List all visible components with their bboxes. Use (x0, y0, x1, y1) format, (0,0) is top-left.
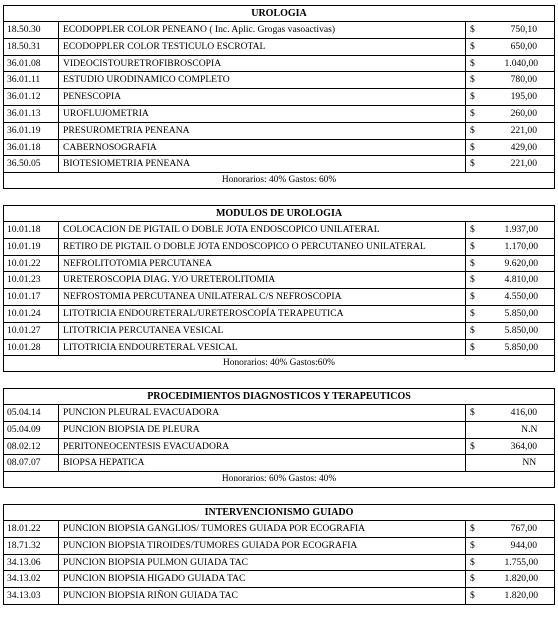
currency-symbol: $ (466, 322, 501, 339)
procedure-code: 08.07.07 (4, 455, 59, 472)
procedure-code: 10.01.24 (4, 305, 59, 322)
table-row (4, 289, 555, 306)
table-row (4, 38, 555, 55)
procedure-description: PUNCION BIOPSIA GANGLIOS/ TUMORES GUIADA POR ECOGRAFIA (59, 521, 466, 538)
procedure-amount: 221,00 (501, 122, 555, 139)
currency-symbol: $ (466, 405, 501, 422)
procedure-description: PENESCOPIA (59, 89, 466, 106)
procedure-description: PUNCION BIOPSIA DE PLEURA (59, 421, 466, 438)
table-row (4, 22, 555, 39)
procedure-code: 10.01.19 (4, 238, 59, 255)
table-row (4, 322, 555, 339)
procedure-description: BIOPSA HEPATICA (59, 455, 466, 472)
currency-symbol: $ (466, 305, 501, 322)
section-title-row (4, 6, 555, 22)
procedure-amount: 5.850,00 (501, 305, 555, 322)
currency-symbol: $ (466, 105, 501, 122)
procedure-description: VIDEOCISTOURETROFIBROSCOPIA (59, 55, 466, 72)
table-row (4, 521, 555, 538)
procedure-amount: 944,00 (501, 537, 555, 554)
table-row (4, 305, 555, 322)
procedure-code: 36.01.13 (4, 105, 59, 122)
procedure-description: LITOTRICIA PERCUTANEA VESICAL (59, 322, 466, 339)
table-row (4, 438, 555, 455)
procedure-description: LITOTRICIA ENDOURETERAL/URETEROSCOPÍA TERAPEUTICA (59, 305, 466, 322)
currency-symbol: $ (466, 72, 501, 89)
table-row (4, 55, 555, 72)
table-row (4, 455, 555, 472)
procedure-amount: 1.820,00 (501, 588, 555, 605)
procedure-code: 05.04.09 (4, 421, 59, 438)
procedure-code: 18.50.31 (4, 38, 59, 55)
table-row (4, 156, 555, 173)
table-row (4, 122, 555, 139)
procedure-amount: 780,00 (501, 72, 555, 89)
procedure-description: NEFROLITOTOMIA PERCUTANEA (59, 255, 466, 272)
table-row (4, 139, 555, 156)
table-row (4, 537, 555, 554)
currency-symbol: $ (466, 22, 501, 39)
price-table (3, 205, 555, 372)
procedure-description: PUNCION BIOPSIA RIÑON GUIADA TAC (59, 588, 466, 605)
procedure-description: ECODOPPLER COLOR TESTICULO ESCROTAL (59, 38, 466, 55)
fee-split-note: Honorarios: 40% Gastos: 60% (4, 173, 555, 189)
section-footer-row (4, 356, 555, 372)
currency-symbol: $ (466, 255, 501, 272)
currency-symbol: $ (466, 156, 501, 173)
section-procedimientos (3, 388, 554, 488)
table-row (4, 571, 555, 588)
procedure-code: 10.01.22 (4, 255, 59, 272)
procedure-code: 36.50.05 (4, 156, 59, 173)
table-row (4, 339, 555, 356)
procedure-code: 05.04.14 (4, 405, 59, 422)
procedure-description: PERITONEOCENTESIS EVACUADORA (59, 438, 466, 455)
procedure-description: ECODOPPLER COLOR PENEANO ( Inc. Aplic. Grogas vasoactivas) (59, 22, 466, 39)
procedure-code: 10.01.17 (4, 289, 59, 306)
section-title-row (4, 206, 555, 222)
section-title: UROLOGIA (4, 6, 555, 22)
procedure-amount: 416,00 (501, 405, 555, 422)
procedure-code: 18.50.30 (4, 22, 59, 39)
procedure-amount: 650,00 (501, 38, 555, 55)
procedure-amount: 750,10 (501, 22, 555, 39)
table-row (4, 421, 555, 438)
procedure-amount: 4.550,00 (501, 289, 555, 306)
procedure-amount: 767,00 (501, 521, 555, 538)
section-footer-row (4, 472, 555, 488)
procedure-amount: 5.850,00 (501, 322, 555, 339)
procedure-amount: 1.170,00 (501, 238, 555, 255)
section-modulos-urologia (3, 205, 554, 372)
procedure-code: 36.01.18 (4, 139, 59, 156)
procedure-description: NEFROSTOMIA PERCUTANEA UNILATERAL C/S NEFROSCOPIA (59, 289, 466, 306)
procedure-amount: 1.755,00 (501, 554, 555, 571)
procedure-amount: 260,00 (501, 105, 555, 122)
currency-symbol (466, 455, 501, 472)
currency-symbol: $ (466, 588, 501, 605)
currency-symbol: $ (466, 238, 501, 255)
procedure-amount: 4.810,00 (501, 272, 555, 289)
procedure-code: 36.01.19 (4, 122, 59, 139)
section-title: MODULOS DE UROLOGIA (4, 206, 555, 222)
table-row (4, 222, 555, 239)
procedure-code: 18.71.32 (4, 537, 59, 554)
currency-symbol: $ (466, 272, 501, 289)
currency-symbol: $ (466, 554, 501, 571)
currency-symbol (466, 421, 501, 438)
currency-symbol: $ (466, 222, 501, 239)
section-title: INTERVENCIONISMO GUIADO (4, 505, 555, 521)
procedure-code: 10.01.23 (4, 272, 59, 289)
procedure-code: 34.13.02 (4, 571, 59, 588)
table-row (4, 588, 555, 605)
currency-symbol: $ (466, 571, 501, 588)
table-row (4, 238, 555, 255)
procedure-code: 34.13.06 (4, 554, 59, 571)
procedure-code: 10.01.18 (4, 222, 59, 239)
procedure-amount: 9.620,00 (501, 255, 555, 272)
procedure-description: PUNCION PLEURAL EVACUADORA (59, 405, 466, 422)
procedure-amount: 195,00 (501, 89, 555, 106)
procedure-description: ESTUDIO URODINAMICO COMPLETO (59, 72, 466, 89)
section-title: PROCEDIMIENTOS DIAGNOSTICOS Y TERAPEUTICOS (4, 389, 555, 405)
procedure-code: 36.01.12 (4, 89, 59, 106)
procedure-description: PUNCION BIOPSIA PULMON GUIADA TAC (59, 554, 466, 571)
procedure-amount: 1.937,00 (501, 222, 555, 239)
section-intervencionismo (3, 504, 554, 605)
procedure-description: UROFLUJOMETRIA (59, 105, 466, 122)
price-table (3, 504, 555, 605)
table-row (4, 255, 555, 272)
section-title-row (4, 505, 555, 521)
currency-symbol: $ (466, 89, 501, 106)
price-table (3, 388, 555, 488)
procedure-amount: 5.850,00 (501, 339, 555, 356)
currency-symbol: $ (466, 339, 501, 356)
table-row (4, 272, 555, 289)
procedure-amount: N.N (501, 421, 555, 438)
procedure-description: RETIRO DE PIGTAIL O DOBLE JOTA ENDOSCOPICO O PERCUTANEO UNILATERAL (59, 238, 466, 255)
procedure-amount: 1.820,00 (501, 571, 555, 588)
currency-symbol: $ (466, 139, 501, 156)
procedure-description: LITOTRICIA ENDOURETERAL VESICAL (59, 339, 466, 356)
procedure-amount: 1.040,00 (501, 55, 555, 72)
procedure-amount: 221,00 (501, 156, 555, 173)
table-row (4, 405, 555, 422)
procedure-description: URETEROSCOPIA DIAG. Y/O URETEROLITOMIA (59, 272, 466, 289)
procedure-code: 18.01.22 (4, 521, 59, 538)
procedure-amount: NN (501, 455, 555, 472)
section-title-row (4, 389, 555, 405)
currency-symbol: $ (466, 122, 501, 139)
currency-symbol: $ (466, 38, 501, 55)
table-row (4, 72, 555, 89)
procedure-description: BIOTESIOMETRIA PENEANA (59, 156, 466, 173)
procedure-amount: 364,00 (501, 438, 555, 455)
section-urologia (3, 5, 554, 189)
table-row (4, 89, 555, 106)
currency-symbol: $ (466, 521, 501, 538)
procedure-description: PUNCION BIOPSIA HIGADO GUIADA TAC (59, 571, 466, 588)
fee-split-note: Honorarios: 40% Gastos:60% (4, 356, 555, 372)
procedure-code: 08.02.12 (4, 438, 59, 455)
procedure-description: PUNCION BIOPSIA TIROIDES/TUMORES GUIADA POR ECOGRAFIA (59, 537, 466, 554)
price-table (3, 5, 555, 189)
table-row (4, 554, 555, 571)
procedure-code: 36.01.08 (4, 55, 59, 72)
procedure-description: PRESUROMETRIA PENEANA (59, 122, 466, 139)
table-row (4, 105, 555, 122)
procedure-description: CABERNOSOGRAFIA (59, 139, 466, 156)
procedure-code: 36.01.11 (4, 72, 59, 89)
procedure-code: 10.01.27 (4, 322, 59, 339)
currency-symbol: $ (466, 537, 501, 554)
currency-symbol: $ (466, 55, 501, 72)
section-footer-row (4, 173, 555, 189)
procedure-code: 34.13.03 (4, 588, 59, 605)
currency-symbol: $ (466, 438, 501, 455)
procedure-amount: 429,00 (501, 139, 555, 156)
procedure-description: COLOCACION DE PIGTAIL O DOBLE JOTA ENDOSCOPICO UNILATERAL (59, 222, 466, 239)
fee-split-note: Honorarios: 60% Gastos: 40% (4, 472, 555, 488)
currency-symbol: $ (466, 289, 501, 306)
procedure-code: 10.01.28 (4, 339, 59, 356)
